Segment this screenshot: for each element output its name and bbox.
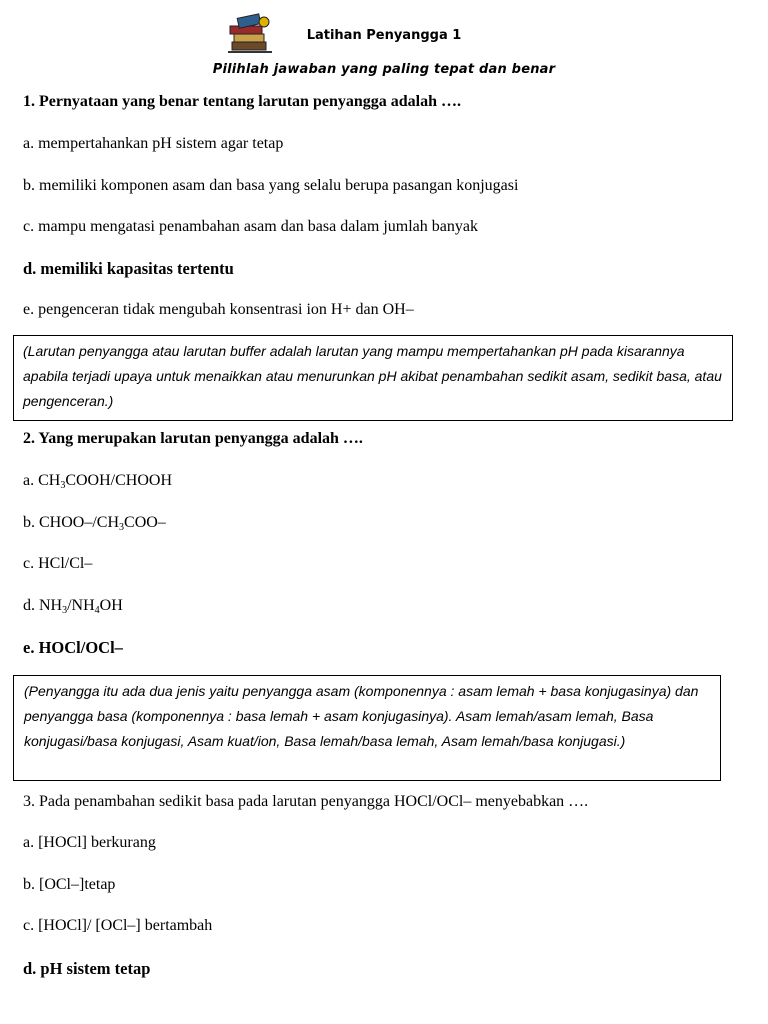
worksheet-title: Latihan Penyangga 1 xyxy=(306,28,462,43)
q3-option-b: b. [OCl–]tetap xyxy=(23,876,116,893)
q3-option-c: c. [HOCl]/ [OCl–] bertambah xyxy=(23,917,213,934)
question-2: 2. Yang merupakan larutan penyangga adalah …. xyxy=(23,430,363,447)
q2-option-d: d. $NH_3/NH_4OH$ xyxy=(23,597,123,616)
q2-option-a: a. $CH_3COOH$/CHOOH xyxy=(23,472,172,491)
q1-option-b: b. memiliki komponen asam dan basa yang selalu berupa pasangan konjugasi xyxy=(23,177,519,194)
question-1: 1. Pernyataan yang benar tentang larutan penyangga adalah …. xyxy=(23,93,461,110)
q1-option-c: c. mampu mengatasi penambahan asam dan basa dalam jumlah banyak xyxy=(23,218,478,235)
q2-option-b: b. CHOO–$/CH_3COO-$ xyxy=(23,514,166,533)
q2-option-e-answer: e. HOCl/OCl– xyxy=(23,638,123,657)
question-3: 3. Pada penambahan sedikit basa pada larutan penyangga HOCl/OCl– menyebabkan …. xyxy=(23,793,589,810)
q2-explanation-box: (Penyangga itu ada dua jenis yaitu penyangga asam (komponennya : asam lemah + basa konjugasinya) dan penyangga basa (komponennya : basa lemah + asam konjugasinya). Asam lemah/asam lemah, Basa konjugasi/basa konjugasi, Asam kuat/ion, Basa lemah/basa lemah, Asam lemah/basa konjugasi.) xyxy=(13,675,721,781)
q2-option-c: c. HCl/Cl– xyxy=(23,555,93,572)
q1-option-e: e. pengenceran tidak mengubah konsentrasi ion H+ dan OH– xyxy=(23,301,414,318)
q3-option-a: a. [HOCl] berkurang xyxy=(23,834,156,851)
worksheet-subtitle: Pilihlah jawaban yang paling tepat dan benar xyxy=(212,62,556,77)
q1-explanation-box: (Larutan penyangga atau larutan buffer adalah larutan yang mampu mempertahankan pH pada kisarannya apabila terjadi upaya untuk menaikkan atau menurunkan pH akibat penambahan sedikit asam, sedikit basa, atau pengenceran.) xyxy=(13,335,733,421)
q1-option-a: a. mempertahankan pH sistem agar tetap xyxy=(23,135,284,152)
q1-option-d-answer: d. memiliki kapasitas tertentu xyxy=(23,259,234,278)
q3-option-d-answer: d. pH sistem tetap xyxy=(23,959,151,978)
